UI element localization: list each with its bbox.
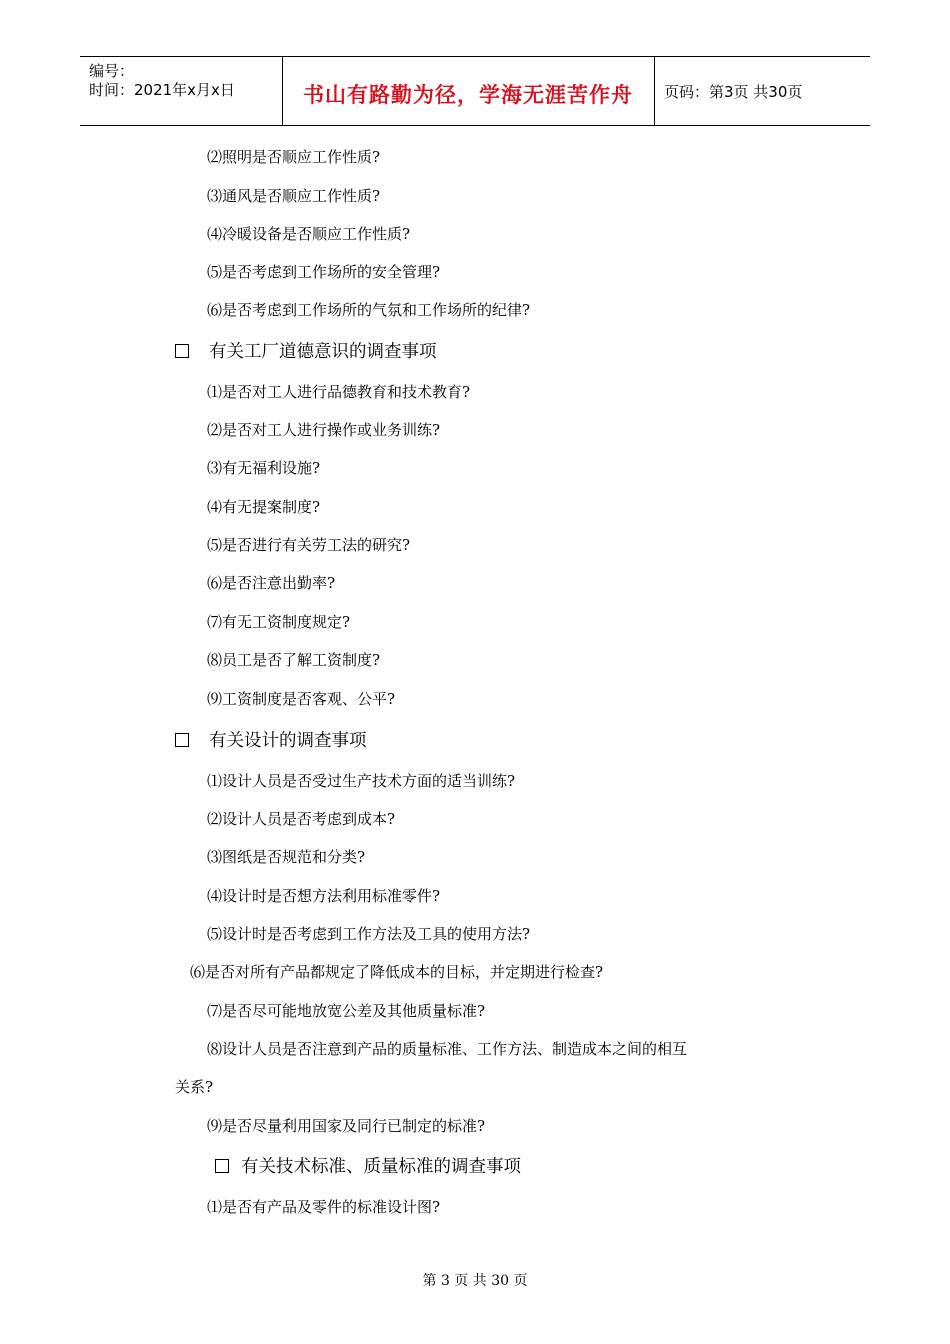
list-item: ⑹是否注意出勤率?	[207, 574, 336, 592]
page-footer: 第 3 页 共 30 页	[422, 1273, 528, 1289]
time-label: 时间：2021年x月x日	[89, 81, 235, 99]
list-item: ⑼是否尽量利用国家及同行已制定的标准?	[207, 1117, 486, 1135]
list-item: ⑹是否考虑到工作场所的气氛和工作场所的纪律?	[207, 301, 531, 319]
list-item: ⑸设计时是否考虑到工作方法及工具的使用方法?	[207, 925, 531, 943]
list-item: ⑸是否进行有关劳工法的研究?	[207, 536, 411, 554]
header-motto-cell	[282, 57, 655, 125]
section-heading	[215, 1153, 521, 1178]
checkbox-icon	[215, 1159, 229, 1173]
list-item: ⑷有无提案制度?	[207, 498, 321, 516]
motto: 书山有路勤为径，学海无涯苦作舟	[303, 83, 633, 107]
list-item: ⑺是否尽可能地放宽公差及其他质量标准?	[207, 1002, 486, 1020]
list-item: ⑷冷暖设备是否顺应工作性质?	[207, 225, 411, 243]
list-item: ⑵设计人员是否考虑到成本?	[207, 810, 396, 828]
section-heading-text: 有关技术标准、质量标准的调查事项	[241, 1157, 521, 1177]
list-item: ⑵照明是否顺应工作性质?	[207, 148, 381, 166]
header-page-cell	[654, 57, 870, 125]
list-item: ⑼工资制度是否客观、公平?	[207, 690, 396, 708]
page-info: 页码：第3页 共30页	[664, 83, 803, 101]
section-heading-text: 有关设计的调查事项	[209, 731, 367, 751]
checkbox-icon	[175, 733, 189, 747]
section-heading	[175, 727, 367, 752]
list-item: ⑵是否对工人进行操作或业务训练?	[207, 421, 441, 439]
list-item: ⑻员工是否了解工资制度?	[207, 651, 381, 669]
list-item: ⑹是否对所有产品都规定了降低成本的目标，并定期进行检查?	[190, 963, 604, 981]
list-item: ⑴是否有产品及零件的标准设计图?	[207, 1198, 441, 1216]
list-item: ⑶通风是否顺应工作性质?	[207, 187, 381, 205]
checkbox-icon	[175, 344, 189, 358]
list-item: ⑻设计人员是否注意到产品的质量标准、工作方法、制造成本之间的相互	[207, 1040, 688, 1058]
page-header	[80, 56, 870, 126]
list-item: ⑶有无福利设施?	[207, 459, 321, 477]
list-item: ⑺有无工资制度规定?	[207, 613, 351, 631]
section-heading-text: 有关工厂道德意识的调查事项	[209, 342, 437, 362]
list-item: ⑸是否考虑到工作场所的安全管理?	[207, 263, 441, 281]
list-item: ⑷设计时是否想方法利用标准零件?	[207, 887, 441, 905]
list-item: ⑴设计人员是否受过生产技术方面的适当训练?	[207, 772, 516, 790]
list-item: ⑴是否对工人进行品德教育和技术教育?	[207, 383, 471, 401]
section-heading	[175, 338, 437, 363]
list-item: ⑶图纸是否规范和分类?	[207, 848, 366, 866]
list-item-continuation: 关系?	[175, 1078, 214, 1096]
header-meta-cell	[80, 57, 283, 125]
number-label: 编号：	[89, 62, 135, 80]
